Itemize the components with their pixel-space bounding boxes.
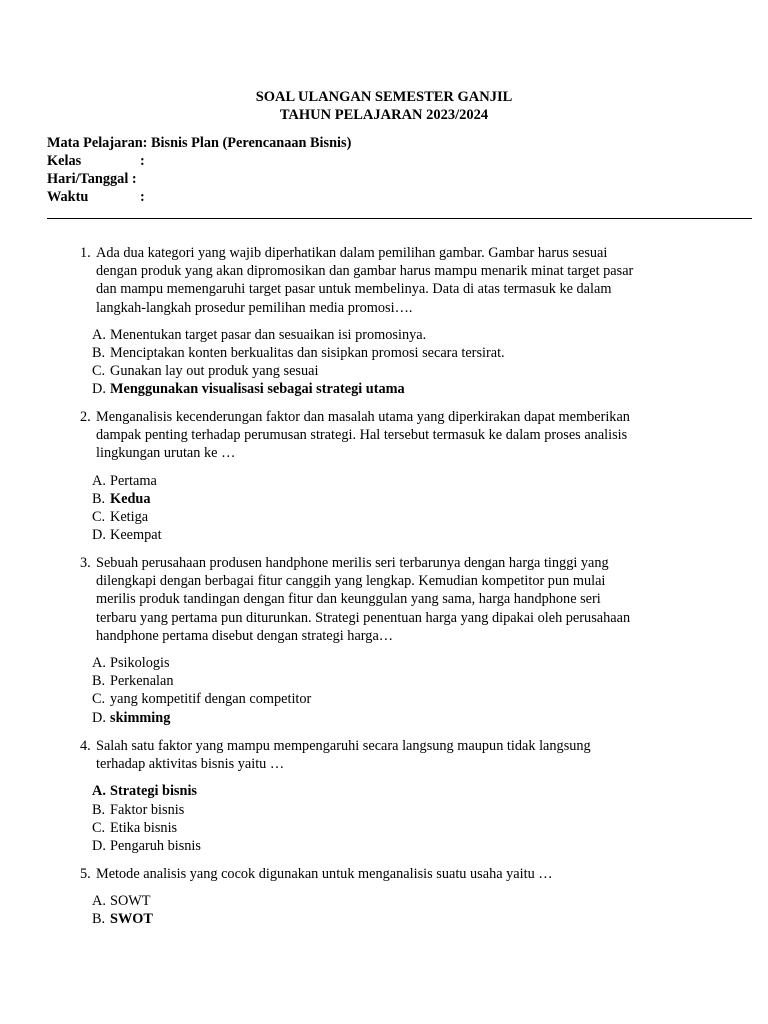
question-4: [80, 737, 700, 855]
option-text: Pengaruh bisnis: [110, 837, 201, 854]
option-letter: A.: [92, 655, 106, 672]
option-text: SWOT: [110, 911, 153, 928]
option-text: Perkenalan: [110, 673, 174, 690]
option-a: [92, 326, 700, 344]
option-a: [92, 654, 700, 672]
question-number: 2.: [80, 409, 91, 425]
option-letter: B.: [92, 490, 106, 507]
question-text: Menganalisis kecenderungan faktor dan masalah utama yang diperkirakan dapat memberikan dampak penting terhadap perumusan strategi. Hal tersebut termasuk ke dalam proses analisis lingkungan urutan ke …: [96, 409, 630, 462]
option-c: [92, 819, 700, 837]
option-letter: B.: [92, 673, 106, 690]
option-text: Menentukan target pasar dan sesuaikan isi promosinya.: [110, 326, 427, 343]
time-colon: :: [140, 189, 145, 205]
option-b: [92, 910, 700, 928]
option-list: [92, 472, 700, 545]
option-b: [92, 672, 700, 690]
option-b: [92, 801, 700, 819]
class-label: Kelas: [47, 153, 82, 169]
question-text: Metode analisis yang cocok digunakan untuk menganalisis suatu usaha yaitu …: [96, 866, 553, 882]
exam-info: [47, 134, 351, 206]
option-list: [92, 892, 700, 928]
option-text: SOWT: [110, 893, 151, 910]
option-text: Pertama: [110, 472, 157, 489]
option-text: Menggunakan visualisasi sebagai strategi utama: [110, 381, 405, 398]
option-text: Ketiga: [110, 508, 149, 525]
option-c: [92, 508, 700, 526]
question-1: [80, 244, 700, 399]
option-text: Etika bisnis: [110, 819, 178, 836]
option-text: Strategi bisnis: [110, 783, 197, 800]
option-letter: D.: [92, 381, 106, 398]
option-text: Menciptakan konten berkualitas dan sisipkan promosi secara tersirat.: [110, 345, 505, 361]
question-number: 5.: [80, 866, 91, 882]
option-letter: D.: [92, 709, 106, 726]
document-title: SOAL ULANGAN SEMESTER GANJIL: [255, 89, 513, 105]
option-d: [92, 526, 700, 544]
header-divider: [47, 218, 752, 219]
option-letter: A.: [92, 472, 106, 489]
option-letter: D.: [92, 837, 106, 854]
time-row: [47, 188, 351, 206]
question-5: [80, 865, 700, 929]
option-letter: B.: [92, 911, 106, 928]
option-d: [92, 709, 700, 727]
option-letter: B.: [92, 801, 106, 818]
option-list: [92, 654, 700, 727]
option-c: [92, 690, 700, 708]
question-2: [80, 408, 700, 544]
option-a: [92, 472, 700, 490]
option-b: [92, 344, 700, 362]
option-d: [92, 837, 700, 855]
option-text: Faktor bisnis: [110, 801, 185, 818]
option-letter: B.: [92, 345, 106, 361]
option-text: skimming: [110, 709, 171, 726]
option-letter: C.: [92, 819, 106, 836]
class-row: [47, 152, 351, 170]
document-subtitle: TAHUN PELAJARAN 2023/2024: [279, 107, 489, 123]
option-letter: A.: [92, 783, 106, 800]
time-label: Waktu: [47, 189, 89, 205]
option-text: Keempat: [110, 527, 162, 544]
question-3: [80, 554, 700, 727]
question-text: Salah satu faktor yang mampu mempengaruhi secara langsung maupun tidak langsung terhadap aktivitas bisnis yaitu …: [96, 738, 591, 773]
option-a: [92, 782, 700, 800]
option-text: yang kompetitif dengan competitor: [110, 691, 312, 708]
date-row: [47, 170, 351, 188]
option-letter: A.: [92, 893, 106, 910]
option-letter: D.: [92, 527, 106, 544]
option-list: [92, 782, 700, 855]
question-number: 1.: [80, 245, 91, 261]
option-b: [92, 490, 700, 508]
option-d: [92, 380, 700, 398]
question-number: 4.: [80, 738, 91, 754]
question-number: 3.: [80, 555, 91, 571]
option-letter: C.: [92, 508, 106, 525]
option-letter: A.: [92, 326, 106, 343]
option-text: Psikologis: [110, 655, 170, 672]
option-letter: C.: [92, 363, 106, 380]
option-text: Gunakan lay out produk yang sesuai: [110, 363, 319, 380]
question-text: Ada dua kategori yang wajib diperhatikan dalam pemilihan gambar. Gambar harus sesuai dengan produk yang akan dipromosikan dan gambar harus mampu menarik minat target pasar dan mampu memengaruhi target pasar untuk membelinya. Data di atas termasuk ke dalam langkah-langkah prosedur pemilihan media promosi….: [96, 245, 634, 316]
option-text: Kedua: [110, 490, 151, 507]
option-list: [92, 326, 700, 399]
subject-label: Mata Pelajaran: Bisnis Plan (Perencanaan Bisnis): [47, 135, 352, 151]
option-a: [92, 892, 700, 910]
subject-row: [47, 134, 351, 152]
option-c: [92, 362, 700, 380]
class-colon: :: [140, 153, 145, 169]
date-label: Hari/Tanggal :: [47, 171, 137, 187]
option-letter: C.: [92, 691, 106, 708]
question-text: Sebuah perusahaan produsen handphone merilis seri terbarunya dengan harga tinggi yang dilengkapi dengan berbagai fitur canggih yang lengkap. Kemudian kompetitor pun mulai merilis produk tandingan dengan fitur dan keunggulan yang sama, harga handphone seri terbaru yang pertama pun diturunkan. Strategi penentuan harga yang dipakai oleh perusahaan handphone pertama disebut dengan strategi harga…: [96, 555, 631, 644]
